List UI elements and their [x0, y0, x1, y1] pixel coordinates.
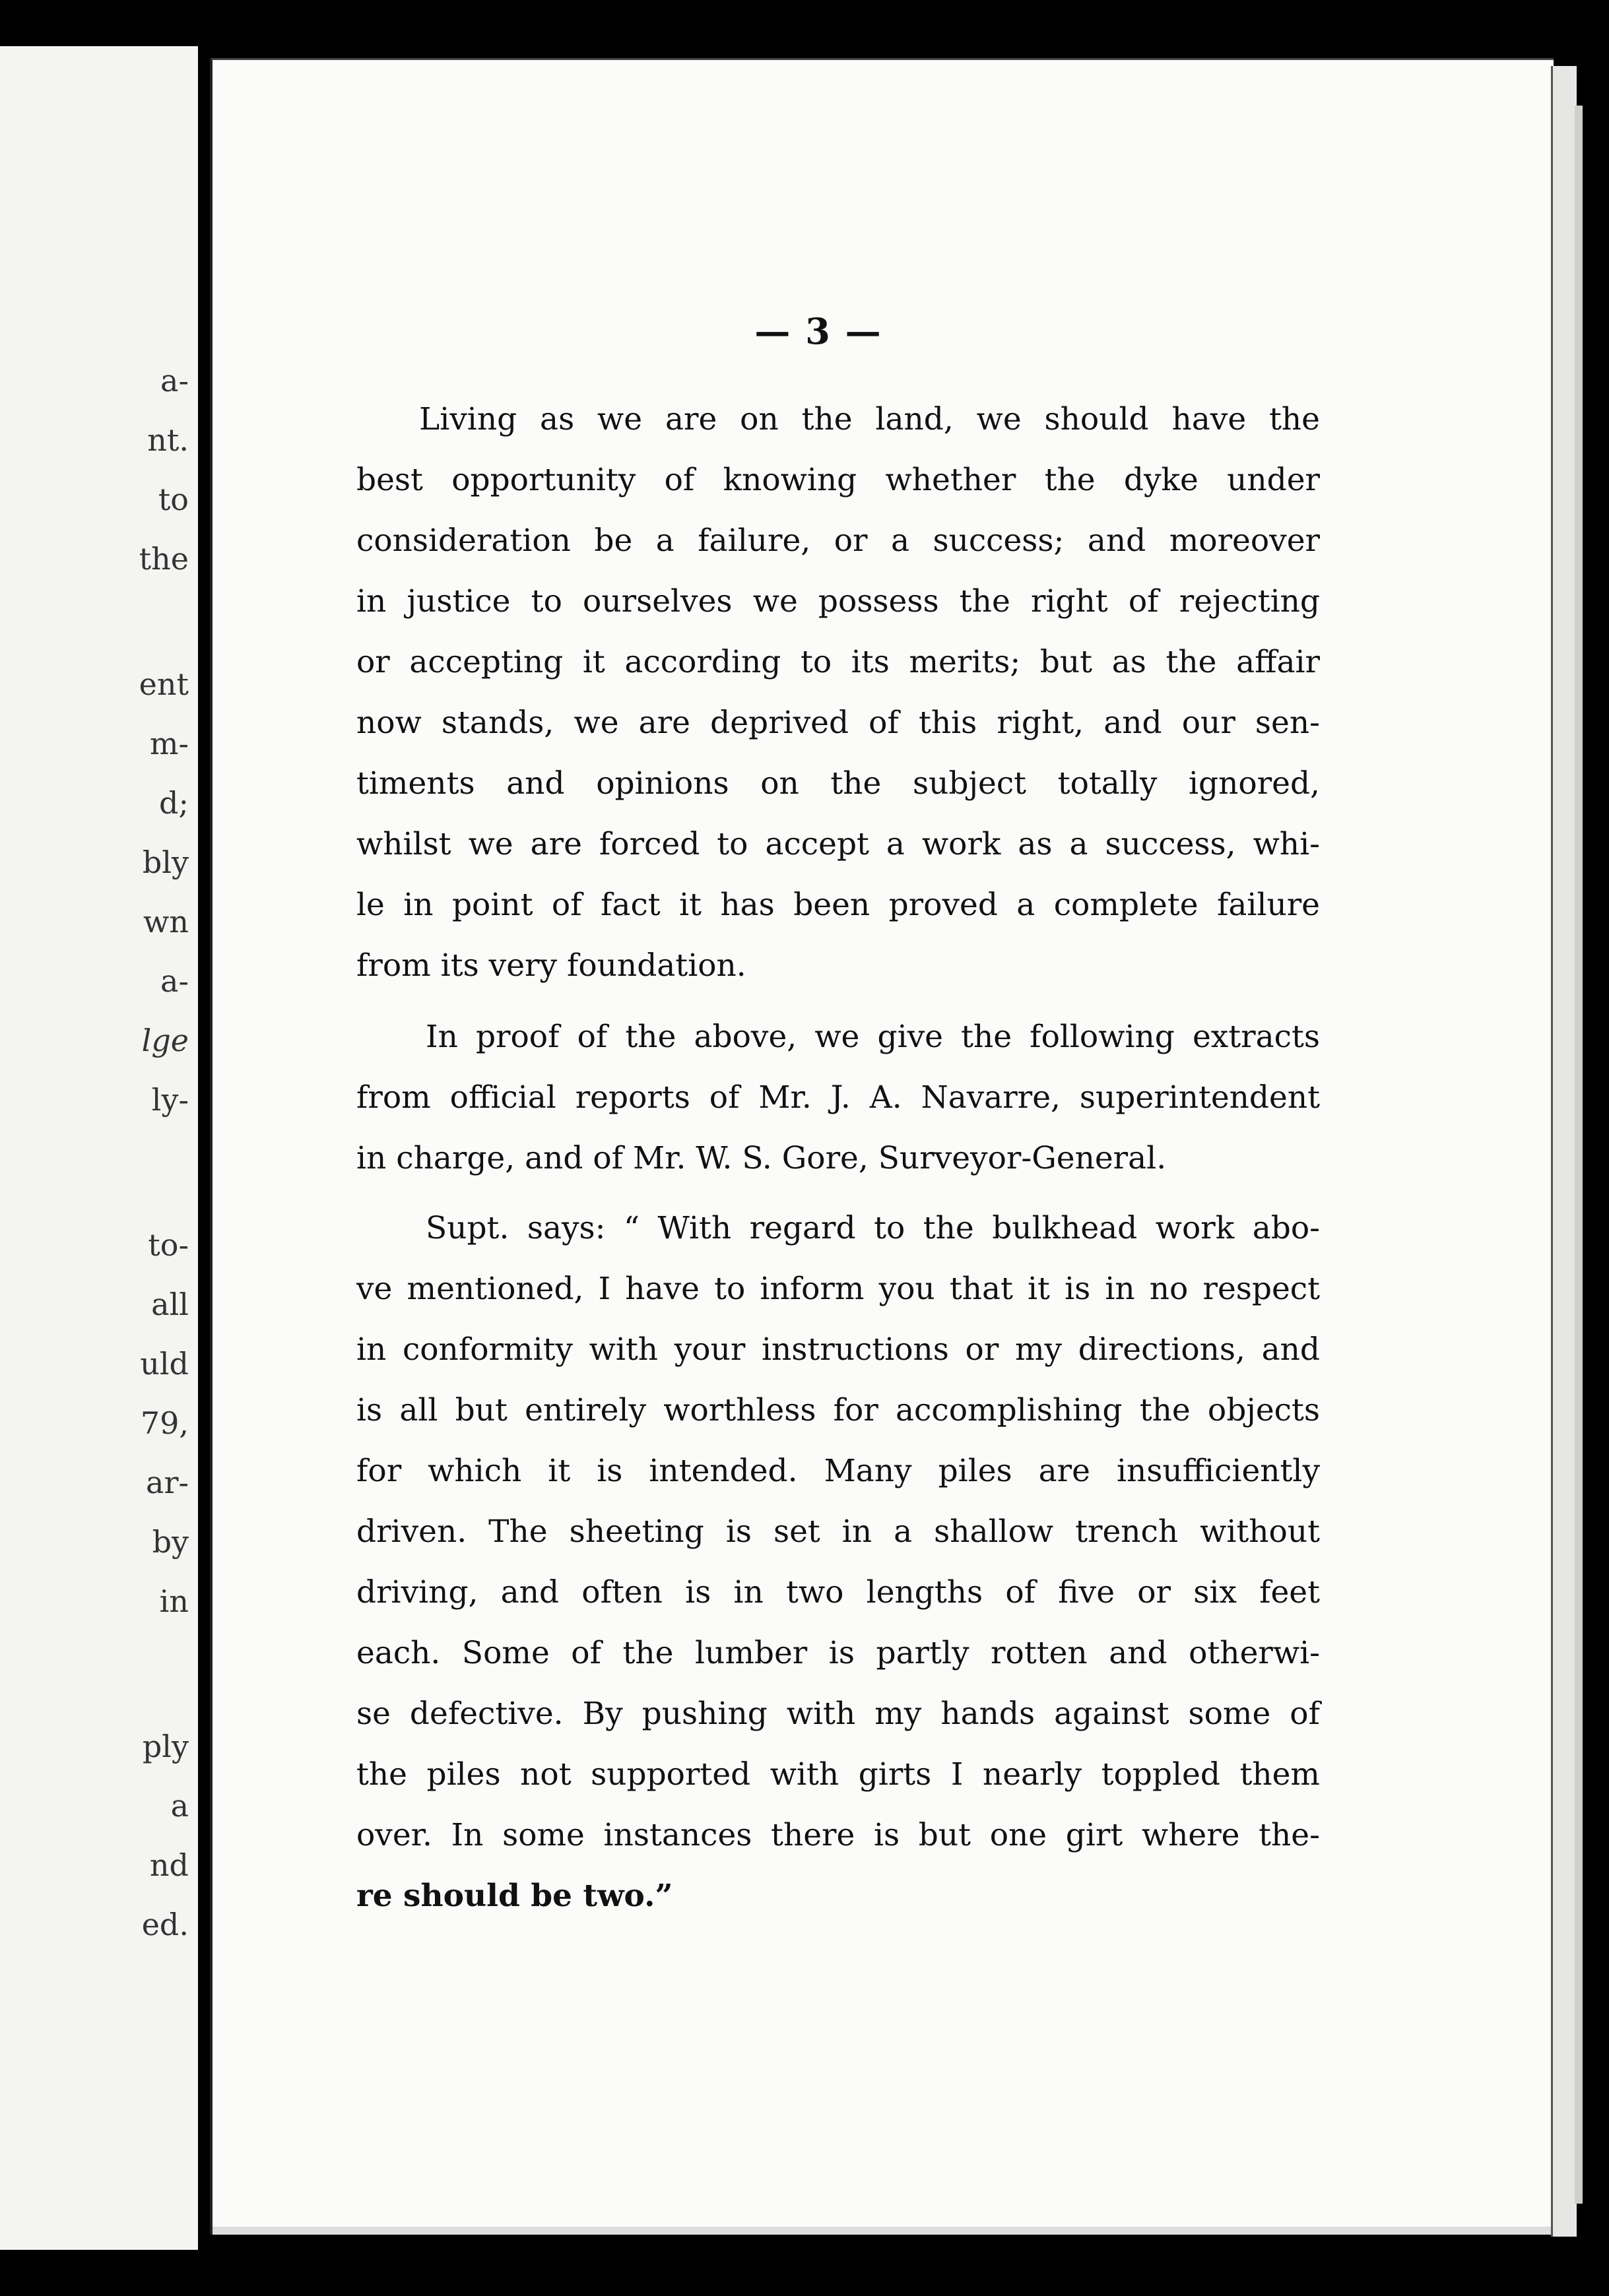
prev-line-fragment: nt. — [147, 422, 189, 458]
text-line: consideration be a failure, or a success; and moreover — [356, 523, 1320, 559]
prev-line-fragment: a — [170, 1788, 189, 1824]
prev-line-fragment: uld — [140, 1346, 189, 1382]
paragraph — [356, 389, 1320, 996]
text-line: re should be two.” — [356, 1878, 673, 1914]
body-text — [356, 389, 1320, 1927]
page-edge — [1575, 106, 1583, 2204]
text-line: Supt. says: “ With regard to the bulkhead work abo- — [426, 1210, 1320, 1246]
text-line: driving, and often is in two lengths of five or six feet — [356, 1574, 1320, 1610]
prev-line-fragment: ly- — [151, 1082, 189, 1118]
text-line: Living as we are on the land, we should have the — [419, 401, 1320, 437]
text-line: ve mentioned, I have to inform you that it is in no respect — [356, 1271, 1320, 1307]
text-line: In proof of the above, we give the following extracts — [426, 1019, 1320, 1055]
paragraph — [356, 1007, 1320, 1189]
prev-line-fragment: in — [159, 1583, 189, 1619]
prev-line-fragment: m- — [149, 726, 189, 761]
prev-line-fragment: to- — [148, 1227, 189, 1263]
prev-line-fragment: ar- — [146, 1465, 189, 1500]
prev-line-fragment: 79, — [140, 1405, 189, 1441]
prev-line-fragment: to — [158, 482, 189, 517]
prev-line-fragment: all — [151, 1287, 189, 1322]
text-line: in charge, and of Mr. W. S. Gore, Surveyor-General. — [356, 1140, 1167, 1176]
text-line: from official reports of Mr. J. A. Navarre, superintendent — [356, 1079, 1320, 1116]
page-number: — 3 — — [754, 310, 882, 352]
previous-page-margin — [0, 46, 198, 2250]
prev-line-fragment: bly — [142, 845, 189, 880]
prev-line-fragment: ent — [139, 666, 189, 702]
text-line: whilst we are forced to accept a work as a success, whi- — [356, 826, 1320, 862]
prev-line-fragment: d; — [159, 785, 189, 821]
prev-line-fragment: a- — [160, 963, 189, 999]
text-line: in conformity with your instructions or my directions, and — [356, 1331, 1320, 1368]
prev-line-fragment: ply — [142, 1729, 189, 1764]
prev-line-fragment: a- — [160, 363, 189, 399]
text-line: timents and opinions on the subject totally ignored, — [356, 765, 1320, 802]
text-line: each. Some of the lumber is partly rotten and otherwi- — [356, 1635, 1320, 1671]
page-edge — [1551, 66, 1577, 2237]
text-line: now stands, we are deprived of this right, and our sen- — [356, 705, 1320, 741]
text-line: best opportunity of knowing whether the dyke under — [356, 462, 1320, 498]
text-line: in justice to ourselves we possess the right of rejecting — [356, 583, 1320, 620]
text-line: or accepting it according to its merits; but as the affair — [356, 644, 1320, 680]
text-line: over. In some instances there is but one girt where the- — [356, 1817, 1320, 1853]
prev-line-fragment: the — [139, 541, 189, 577]
prev-line-fragment: ed. — [141, 1907, 189, 1942]
paragraph — [356, 1198, 1320, 1927]
text-line: the piles not supported with girts I nearly toppled them — [356, 1756, 1320, 1793]
prev-line-fragment: by — [152, 1524, 189, 1560]
text-line: driven. The sheeting is set in a shallow trench without — [356, 1514, 1320, 1550]
text-line: se defective. By pushing with my hands against some of — [356, 1696, 1320, 1732]
text-line: is all but entirely worthless for accomplishing the objects — [356, 1392, 1320, 1428]
text-line: le in point of fact it has been proved a complete failure — [356, 887, 1320, 923]
prev-line-fragment: wn — [143, 904, 189, 940]
text-line: for which it is intended. Many piles are insufficiently — [356, 1453, 1320, 1489]
prev-line-fragment: lge — [141, 1023, 189, 1058]
text-line: from its very foundation. — [356, 947, 746, 984]
prev-line-fragment: nd — [149, 1847, 189, 1883]
